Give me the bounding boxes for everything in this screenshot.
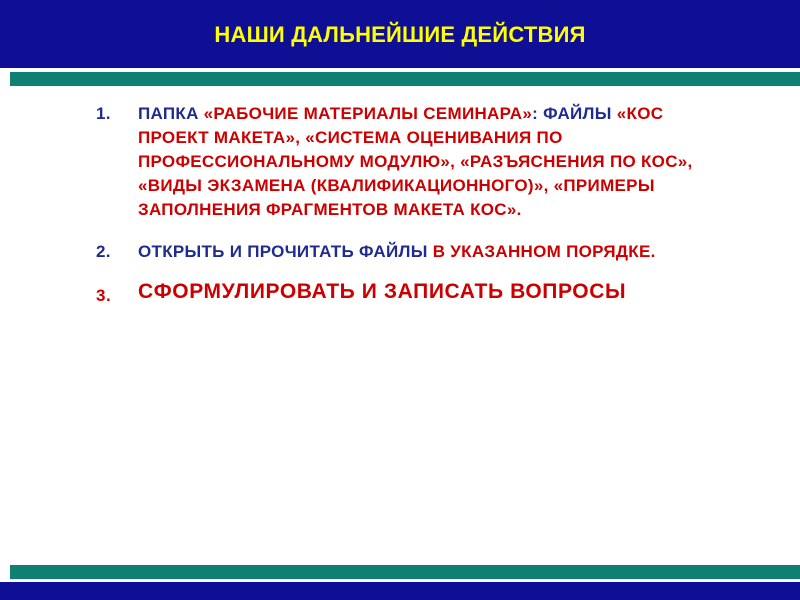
item-text-segment: ОТКРЫТЬ И ПРОЧИТАТЬ ФАЙЛЫ bbox=[138, 242, 433, 261]
slide-title: НАШИ ДАЛЬНЕЙШИЕ ДЕЙСТВИЯ bbox=[214, 22, 586, 47]
title-bar bbox=[0, 0, 800, 68]
list-item bbox=[96, 240, 726, 264]
bottom-accent-stripe bbox=[10, 565, 800, 579]
action-list bbox=[96, 102, 726, 305]
item-text-segment: В УКАЗАННОМ ПОРЯДКЕ. bbox=[432, 242, 656, 261]
footer-bar bbox=[0, 582, 800, 600]
top-accent-stripe bbox=[10, 72, 800, 86]
item-number: 3. bbox=[96, 286, 112, 305]
item-text-segment: ПАПКА bbox=[138, 104, 204, 123]
item-number: 1. bbox=[96, 104, 111, 123]
item-number: 2. bbox=[96, 242, 111, 261]
list-item bbox=[96, 278, 726, 305]
item-text-segment: «КОС ПРОЕКТ МАКЕТА», «СИСТЕМА ОЦЕНИВАНИЯ ПО ПРОФЕССИОНАЛЬНОМУ МОДУЛЮ», «РАЗЪЯСНЕНИЯ ПО КОС», «ВИДЫ ЭКЗАМЕНА (КВАЛИФИКАЦИОННОГО)», «ПРИМЕРЫ ЗАПОЛНЕНИЯ ФРАГМЕНТОВ МАКЕТА КОС». bbox=[138, 104, 693, 219]
item-text-segment: «РАБОЧИЕ МАТЕРИАЛЫ СЕМИНАРА» bbox=[203, 104, 533, 123]
item-text-segment: : ФАЙЛЫ bbox=[532, 104, 617, 123]
list-item bbox=[96, 102, 726, 222]
item-text-segment: СФОРМУЛИРОВАТЬ И ЗАПИСАТЬ ВОПРОСЫ bbox=[138, 280, 627, 303]
